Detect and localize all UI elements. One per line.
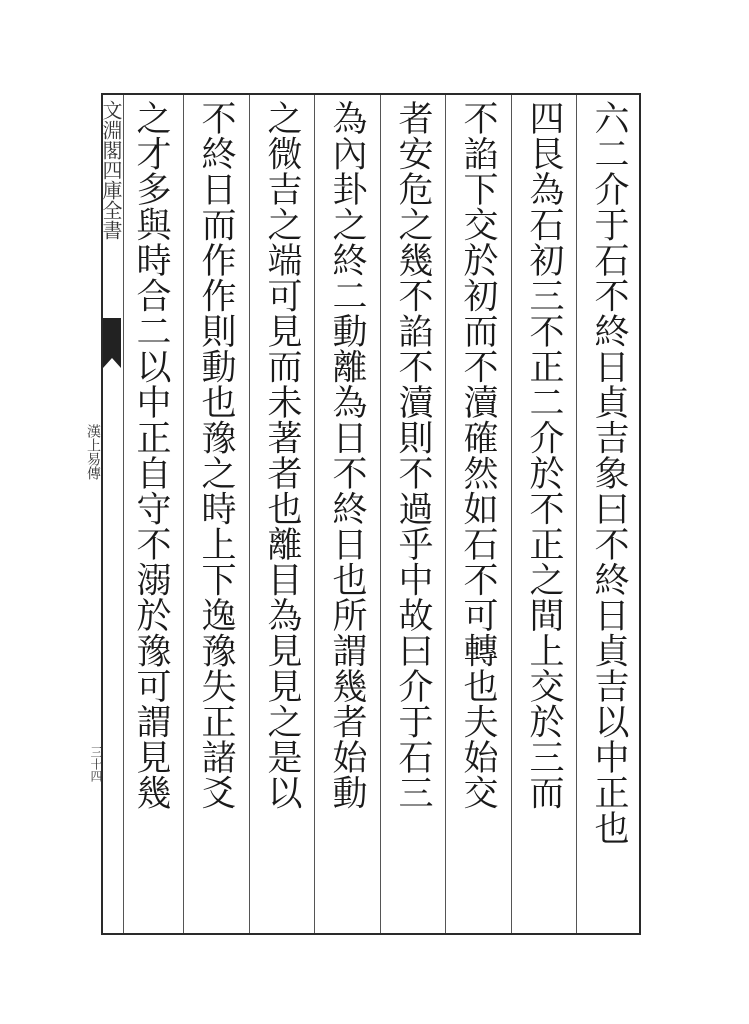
fishtail-mark-icon (101, 318, 123, 368)
text-column-5: 為內卦之終二動離為日不終日也所謂幾者始動 (327, 100, 367, 810)
page-number: 三十四 (89, 746, 103, 782)
text-column-6: 之微吉之端可見而未著者也離目為見見之是以 (262, 100, 302, 810)
text-column-3: 不諂下交於初而不瀆確然如石不可轉也夫始交 (458, 100, 498, 810)
margin-header: 文淵閣四庫全書 (99, 100, 123, 240)
column-divider (511, 95, 512, 933)
text-column-1: 六二介于石不終日貞吉象曰不終日貞吉以中正也 (589, 100, 629, 846)
column-divider (380, 95, 381, 933)
text-column-4: 者安危之幾不諂不瀆則不過乎中故曰介于石三 (393, 100, 433, 810)
column-divider (314, 95, 315, 933)
column-divider (576, 95, 577, 933)
book-title: 漢上易傳 (85, 424, 101, 480)
column-divider (183, 95, 184, 933)
column-divider (249, 95, 250, 933)
text-column-8: 之才多與時合二以中正自守不溺於豫可謂見幾 (131, 100, 171, 810)
column-divider (445, 95, 446, 933)
text-column-2: 四艮為石初三不正二介於不正之間上交於三而 (524, 100, 564, 810)
text-column-7: 不終日而作作則動也豫之時上下逸豫失正諸爻 (196, 100, 236, 810)
